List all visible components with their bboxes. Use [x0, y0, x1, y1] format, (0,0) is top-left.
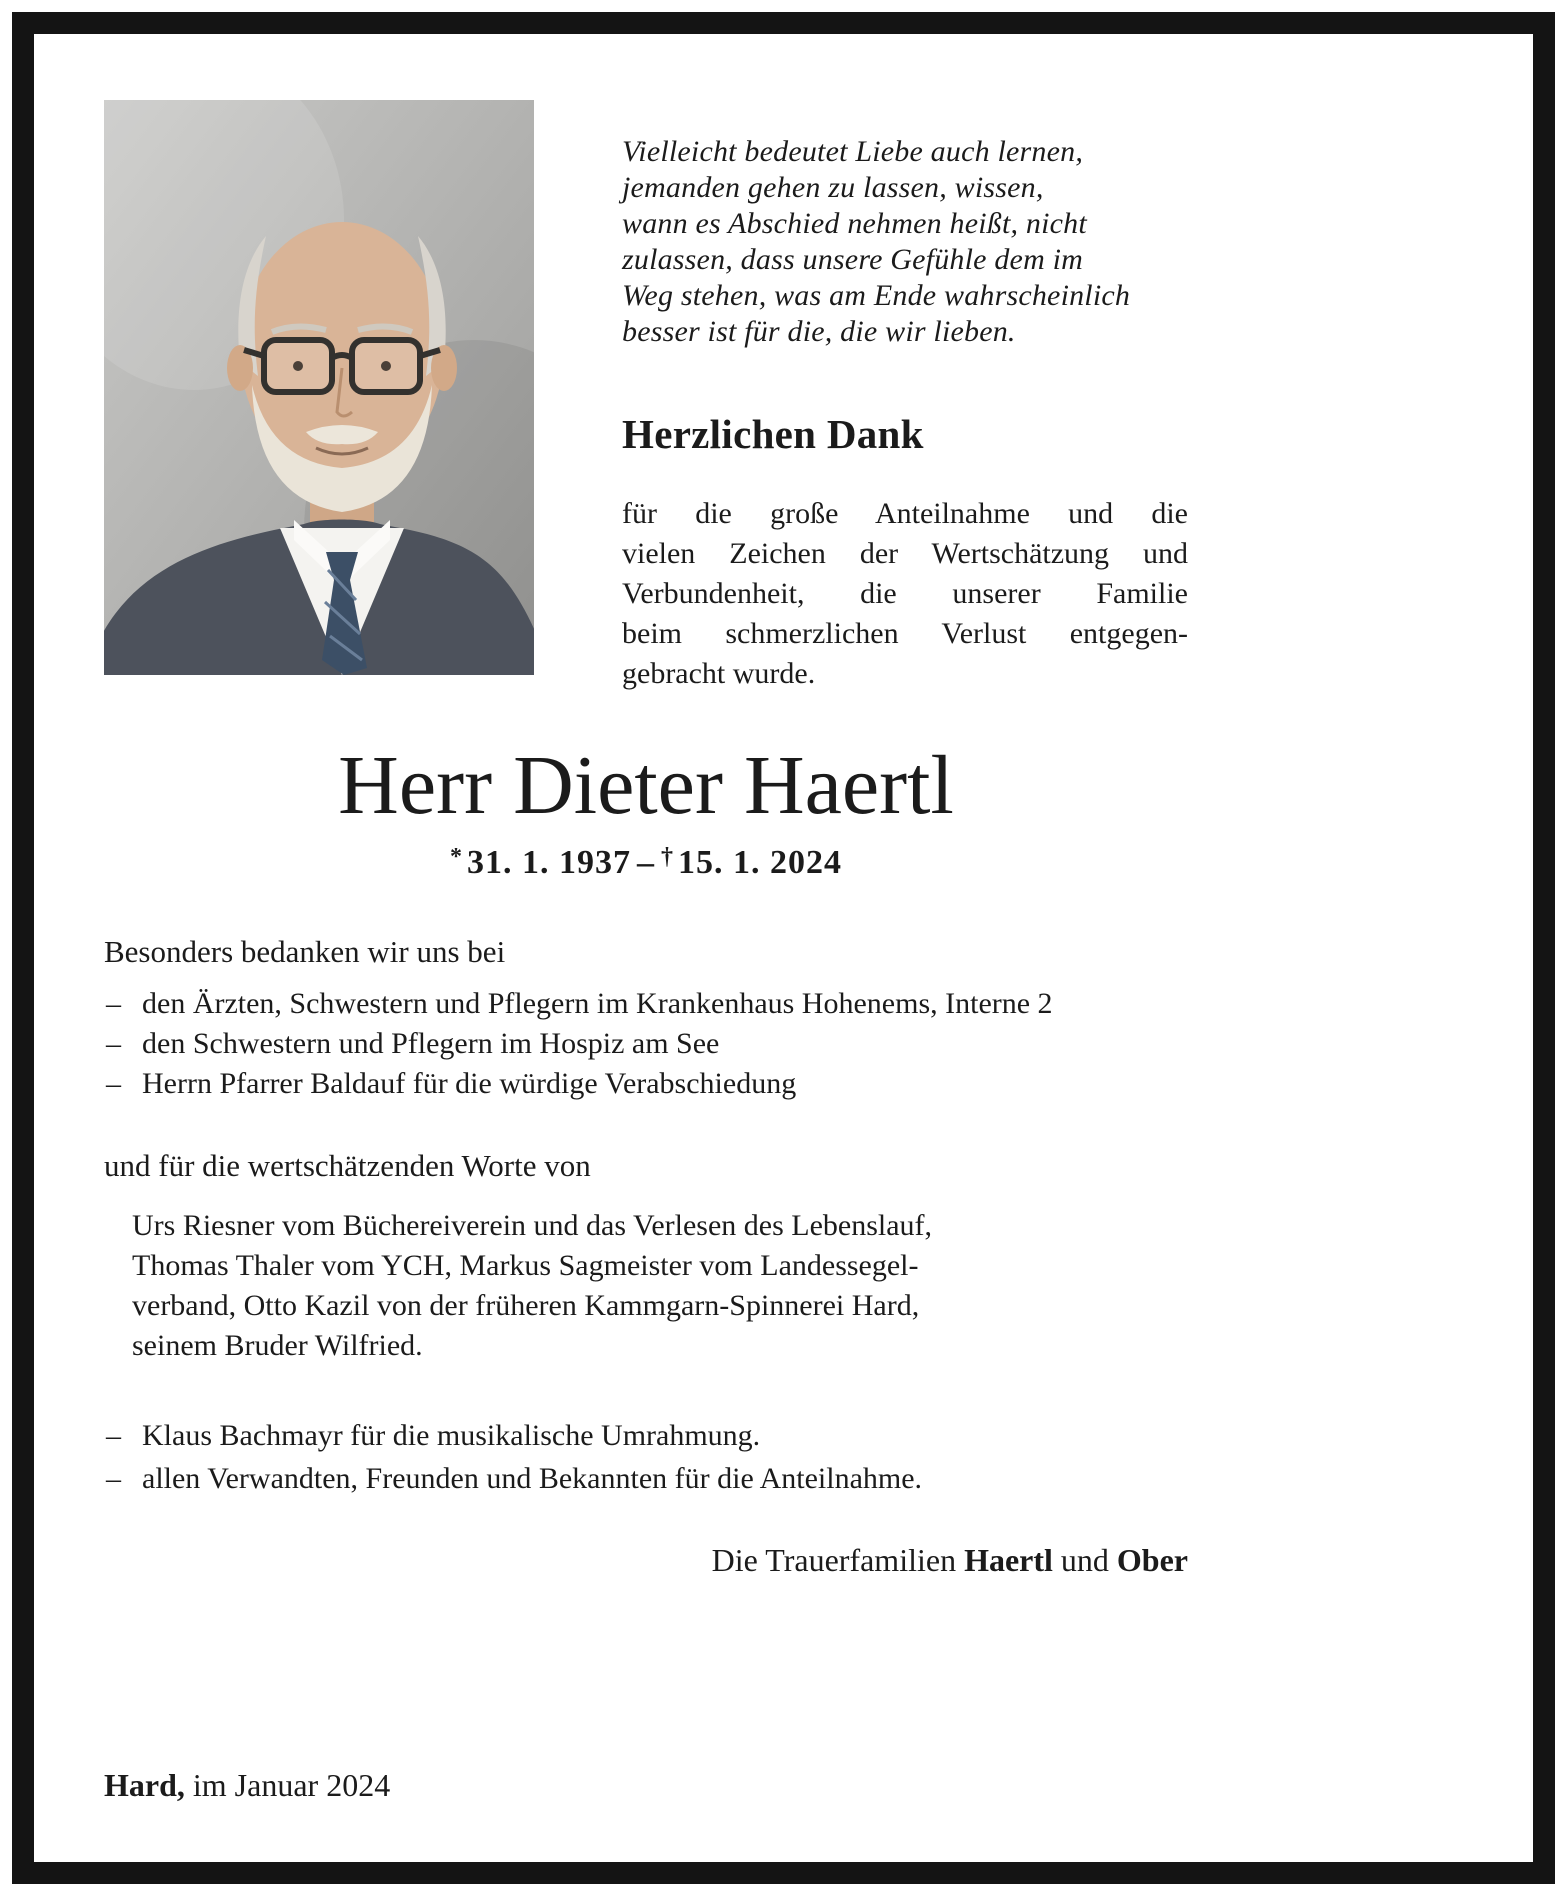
death-date: 15. 1. 2024: [678, 844, 842, 882]
acknowledgement-item: [104, 1024, 1188, 1064]
acknowledgement-item-text: den Schwestern und Pflegern im Hospiz am See: [142, 1027, 720, 1061]
acknowledgement-item-text: Herrn Pfarrer Baldauf für die würdige Verabschiedung: [142, 1067, 797, 1101]
acknowledgement-list: [104, 984, 1188, 1104]
thanks-heading: Herzlichen Dank: [622, 411, 924, 457]
footer-date: im Januar 2024: [192, 1767, 391, 1803]
acknowledgement-item: [104, 984, 1188, 1024]
acknowledgement-item: [104, 1457, 1188, 1500]
dash-bullet: –: [106, 1027, 121, 1061]
extra-acknowledgement-list: [104, 1414, 1188, 1500]
memorial-frame: [12, 12, 1555, 1884]
closing-families: [104, 1542, 1188, 1579]
acknowledgement-intro: Besonders bedanken wir uns bei: [104, 934, 506, 970]
acknowledgement-item: [104, 1414, 1188, 1457]
thanks-line: Verbundenheit, die unserer Familie: [622, 577, 1188, 610]
birth-date: 31. 1. 1937: [467, 844, 631, 882]
quote-line: wann es Abschied nehmen heißt, nicht: [622, 207, 1087, 240]
life-dates: [104, 844, 1188, 882]
thanks-line: für die große Anteilnahme und die: [622, 497, 1188, 530]
quote-line: Weg stehen, was am Ende wahrscheinlich: [622, 279, 1131, 312]
dash-bullet: –: [106, 1419, 121, 1453]
top-section: [104, 100, 1188, 694]
right-column: [534, 100, 1188, 694]
quote-line: besser ist für die, die wir lieben.: [622, 315, 1016, 348]
date-separator: –: [637, 844, 655, 882]
quote-line: jemanden gehen zu lassen, wissen,: [622, 171, 1044, 204]
thanks-line: gebracht wurde.: [622, 657, 816, 690]
memorial-quote: [622, 134, 1188, 350]
birth-star-icon: *: [450, 844, 463, 871]
family-name-haertl: Haertl: [964, 1542, 1053, 1579]
acknowledgement-item: [104, 1064, 1188, 1104]
dash-bullet: –: [106, 1462, 121, 1496]
portrait-photo: [104, 100, 534, 675]
dash-bullet: –: [106, 987, 121, 1021]
family-name-ober: Ober: [1116, 1542, 1188, 1579]
words-line: Urs Riesner vom Büchereiverein und das Verlesen des Lebenslauf,: [132, 1209, 933, 1243]
footer-place-date: [104, 1767, 1188, 1804]
words-line: seinem Bruder Wilfried.: [132, 1329, 423, 1363]
thanks-line: vielen Zeichen der Wertschätzung und: [622, 537, 1188, 570]
thanks-paragraph: [622, 494, 1188, 694]
footer-place: Hard,: [104, 1767, 185, 1803]
memorial-content: [34, 34, 1533, 1862]
deceased-section: [104, 739, 1188, 882]
thanks-line: beim schmerzlichen Verlust entgegen-: [622, 617, 1188, 650]
acknowledgement-item-text: Klaus Bachmayr für die musikalische Umrahmung.: [142, 1419, 761, 1453]
quote-line: zulassen, dass unsere Gefühle dem im: [622, 243, 1084, 276]
words-paragraph: [104, 1206, 1188, 1366]
words-line: verband, Otto Kazil von der früheren Kammgarn-Spinnerei Hard,: [132, 1289, 920, 1323]
death-cross-icon: †: [661, 844, 674, 871]
dash-bullet: –: [106, 1067, 121, 1101]
portrait-illustration: [104, 100, 534, 675]
words-intro: und für die wertschätzenden Worte von: [104, 1148, 591, 1184]
acknowledgement-item-text: allen Verwandten, Freunden und Bekannten für die Anteilnahme.: [142, 1462, 923, 1496]
families-prefix: Die Trauerfamilien: [711, 1542, 957, 1579]
acknowledgement-item-text: den Ärzten, Schwestern und Pflegern im Krankenhaus Hohenems, Interne 2: [142, 987, 1053, 1021]
families-conjunction: und: [1060, 1542, 1109, 1579]
quote-line: Vielleicht bedeutet Liebe auch lernen,: [622, 135, 1084, 168]
words-line: Thomas Thaler vom YCH, Markus Sagmeister vom Landessegel-: [132, 1249, 919, 1283]
deceased-name: Herr Dieter Haertl: [338, 739, 954, 832]
